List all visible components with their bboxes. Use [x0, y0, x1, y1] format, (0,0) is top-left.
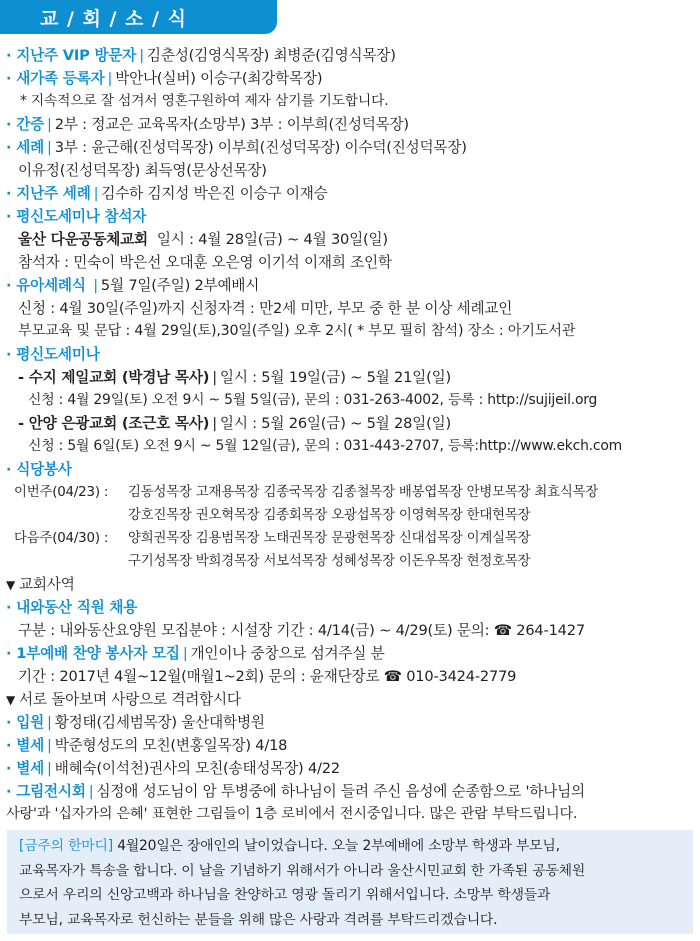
hospital-label: 입원: [16, 714, 45, 731]
baptism-label: 세례: [16, 139, 45, 156]
last-baptism-row: · 지난주 세례 | 김수하 김지성 박은진 이승구 이재승: [6, 185, 328, 202]
baptism-row: · 세례 | 3부 : 윤근해(진성덕목장) 이부희(진성덕목장) 이수덕(진성덕목장): [6, 139, 467, 156]
baptism-line1: 3부 : 윤근해(진성덕목장) 이부희(진성덕목장) 이수덕(진성덕목장): [54, 139, 467, 156]
testimony-row: · 간증 | 2부 : 정교은 교육목자(소망부) 3부 : 이부희(진성덕목장): [6, 116, 409, 133]
cafeteria-next-week-label: 다음주(04/30) :: [14, 531, 109, 546]
care-title-row: [6, 688, 241, 711]
choir-label: 1부예배 찬양 봉사자 모집: [16, 645, 180, 662]
seminar-suji-church: - 수지 제일교회 (박경남 목사): [18, 369, 210, 386]
seminar-anyang-row: - 안양 은광교회 (조근호 목사) | 일시 : 5월 26일(금) ~ 5월 28일(일): [18, 415, 451, 432]
exhibit-line2: 사랑'과 '십자가의 은혜' 표현한 그림들이 1층 로비에서 전시중입니다. 많은 관람 부탁드립니다.: [6, 806, 578, 822]
baptism-line2: 이유정(진성덕목장) 최득영(문상선목장): [18, 162, 267, 179]
page-title: 교 / 회 / 소 / 식: [40, 8, 187, 30]
recruit-label: 내와동산 직원 채용: [16, 599, 138, 616]
seminar-anyang-apply: 신청 : 5월 6일(토) 오전 9시 ~ 5월 12일(금), 문의 : 031-443-2707, 등록:http://www.ekch.com: [28, 438, 622, 454]
seminar-suji-row: - 수지 제일교회 (박경남 목사) | 일시 : 5월 19일(금) ~ 5월 21일(일): [18, 369, 451, 386]
care-title: 서로 돌아보며 사랑으로 격려합시다: [19, 691, 241, 708]
pyeongsin-attend-place: 울산 다운공동체교회: [18, 231, 148, 248]
newfamily-row: · 새가족 등록자 | 박안나(실버) 이승구(최강학목장): [6, 70, 323, 87]
last-baptism-label: 지난주 세례: [16, 185, 91, 202]
cafeteria-this-week-2: 강호진목장 권오혁목장 김종회목장 오광섭목장 이영혁목장 한대현목장: [128, 508, 531, 523]
weekly-word-line3: 으로서 우리의 신앙고백과 하나님을 찬양하고 영광 돌리기 위해서입니다. 소망부 학생들과: [19, 887, 551, 903]
church-affairs-title-row: [6, 573, 75, 596]
exhibit-line1: 심정애 성도님이 암 투병중에 하나님이 들려 주신 음성에 순종함으로 '하나님의: [96, 783, 585, 800]
cafeteria-next-week-2: 구기성목장 박희경목장 서보석목장 성혜성목장 이돈우목장 현정호목장: [128, 554, 531, 569]
vip-row: · 지난주 VIP 방문자 | 김춘성(김영식목장) 최병준(김영식목장): [6, 47, 396, 64]
pyeongsin-attend-header: · 평신도세미나 참석자: [6, 208, 147, 225]
death1-label: 별세: [16, 737, 45, 754]
cafeteria-this-week-1: 김동성목장 고재용목장 김종국목장 김종철목장 배봉엽목장 안병모목장 최효식목장: [128, 485, 599, 500]
cafeteria-header: · 식당봉사: [6, 461, 72, 478]
recruit-header: · 내와동산 직원 채용: [6, 599, 138, 616]
pyeongsin-attend-label: 평신도세미나 참석자: [16, 208, 147, 225]
seminar-anyang-date: 일시 : 5월 26일(금) ~ 5월 28일(일): [219, 415, 451, 432]
header-banner: [0, 0, 277, 34]
seminar-suji-date: 일시 : 5월 19일(금) ~ 5월 21일(일): [219, 369, 451, 386]
seminar-header: · 평신도세미나: [6, 346, 100, 363]
newfamily-label: 새가족 등록자: [16, 70, 105, 87]
newfamily-note: * 지속적으로 잘 섬겨서 영혼구원하여 제자 삼기를 기도합니다.: [20, 93, 389, 109]
weekly-word-line4: 부모님, 교육목자로 헌신하는 분들을 위해 많은 사랑과 격려를 부탁드리겠습니다.: [19, 911, 498, 928]
pyeongsin-attendees: 참석자 : 민숙이 박은선 오대훈 오은영 이기석 이재희 조인학: [18, 254, 392, 271]
hospital-row: · 입원 | 황정태(김세범목장) 울산대학병원: [6, 714, 265, 731]
cafeteria-this-week-label: 이번주(04/23) :: [14, 485, 109, 500]
seminar-anyang-church: - 안양 은광교회 (조근호 목사): [18, 415, 210, 432]
weekly-word-box: [7, 830, 693, 934]
pyeongsin-attend-date: 일시 : 4월 28일(금) ~ 4월 30일(일): [156, 231, 388, 248]
infant-baptism-line1: 신청 : 4월 30일(주일)까지 신청자격 : 만2세 미만, 부모 중 한 분 이상 세례교인: [18, 300, 513, 317]
infant-baptism-label: 유아세례식: [16, 277, 86, 294]
infant-baptism-date: 5월 7일(주일) 2부예배시: [100, 277, 260, 294]
testimony-label: 간증: [16, 116, 45, 133]
recruit-text: 구분 : 내와동산요양원 모집분야 : 시설장 기간 : 4/14(금) ~ 4/29(토) 문의: ☎ 264-1427: [18, 622, 585, 639]
choir-row: · 1부예배 찬양 봉사자 모집 | 개인이나 중창으로 섬겨주실 분: [6, 645, 385, 662]
seminar-suji-apply: 신청 : 4월 29일(토) 오전 9시 ~ 5월 5일(금), 문의 : 031-263-4002, 등록 : http://sujijeil.org: [28, 392, 598, 408]
newfamily-text: 박안나(실버) 이승구(최강학목장): [115, 70, 323, 87]
death1-text: 박준형성도의 모친(변홍일목장) 4/18: [54, 737, 288, 754]
last-baptism-text: 김수하 김지성 박은진 이승구 이재승: [101, 185, 328, 202]
testimony-text: 2부 : 정교은 교육목자(소망부) 3부 : 이부희(진성덕목장): [54, 116, 409, 133]
death2-row: · 별세 | 배혜숙(이석천)권사의 모친(송태성목장) 4/22: [6, 760, 340, 777]
seminar-label: 평신도세미나: [16, 346, 100, 363]
triangle-down-icon: ▼: [6, 578, 16, 592]
death2-label: 별세: [16, 760, 45, 777]
choir-text: 개인이나 중창으로 섬겨주실 분: [190, 645, 385, 662]
church-affairs-title: 교회사역: [19, 576, 75, 593]
weekly-word-line1: 4월20일은 장애인의 날이었습니다. 오늘 2부예배에 소망부 학생과 부모님,: [117, 838, 560, 854]
hospital-text: 황정태(김세범목장) 울산대학병원: [54, 714, 265, 731]
death2-text: 배혜숙(이석천)권사의 모친(송태성목장) 4/22: [54, 760, 340, 777]
choir-detail: 기간 : 2017년 4월~12월(매월1~2회) 문의 : 윤재단장로 ☎ 010-3424-2779: [18, 668, 517, 685]
weekly-word-label: [금주의 한마디]: [19, 838, 113, 854]
cafeteria-label: 식당봉사: [16, 461, 72, 478]
pyeongsin-attend-place-row: [18, 228, 388, 251]
weekly-word-line2: 교육목자가 특송을 합니다. 이 날을 기념하기 위해서가 아니라 울산시민교회 한 가족된 공동체원: [19, 862, 586, 879]
vip-label: 지난주 VIP 방문자: [16, 47, 137, 64]
weekly-word-line1-row: [19, 834, 560, 858]
triangle-down-icon: ▼: [6, 693, 16, 707]
vip-text: 김춘성(김영식목장) 최병준(김영식목장): [146, 47, 396, 64]
cafeteria-next-week-1: 양희권목장 김용범목장 노태권목장 문광현목장 신대섭목장 이계실목장: [128, 531, 531, 546]
infant-baptism-row: · 유아세례식 | 5월 7일(주일) 2부예배시: [6, 277, 260, 294]
death1-row: · 별세 | 박준형성도의 모친(변홍일목장) 4/18: [6, 737, 288, 754]
exhibit-label: 그림전시회: [16, 783, 86, 800]
infant-baptism-line2: 부모교육 및 문답 : 4월 29일(토),30일(주일) 오후 2시( * 부모 필히 참석) 장소 : 아기도서관: [18, 323, 576, 339]
exhibit-row: · 그림전시회 | 심정애 성도님이 암 투병중에 하나님이 들려 주신 음성에 순종함으로 '하나님의: [6, 783, 585, 800]
